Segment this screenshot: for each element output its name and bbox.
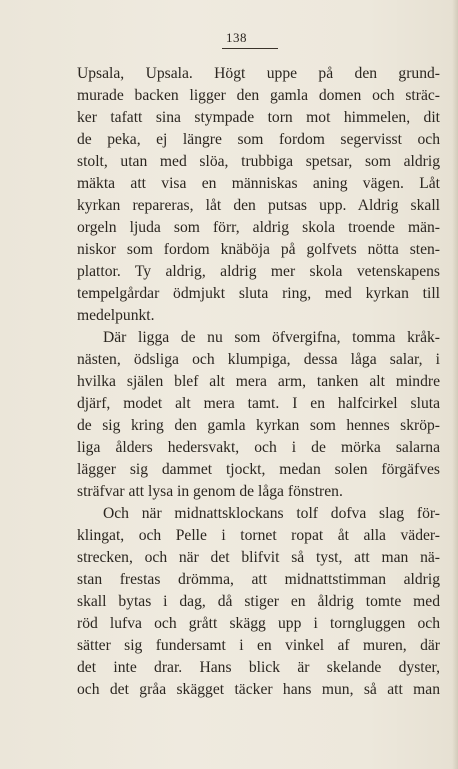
text-line: sätter sig fundersamt i en vinkel af muren, där [77,637,440,654]
text-line: hvilka själen blef alt mera arm, tanken alt mindre [77,373,440,390]
text-line: medelpunkt. [77,307,155,324]
text-line: stan frestas drömma, att midnattstimman aldrig [77,571,440,588]
text-line: orgeln ljuda som förr, aldrig skola troende män- [77,219,440,236]
body-text [77,63,440,701]
text-line: sträfvar att lysa in genom de låga fönstren. [77,483,343,500]
page-number-rule [222,48,278,49]
text-line: de sig kring den gamla kyrkan som hennes skröp- [77,417,440,434]
page-edge-shadow [452,0,458,769]
text-line: de peka, ej längre som fordom segervisst och [77,131,440,148]
text-line: Och när midnattsklockans tolf dofva slag för- [103,505,440,522]
text-line: ker tafatt sina stympade torn mot himmelen, dit [77,109,440,126]
text-line: strecken, och när det blifvit så tyst, att man nä- [77,549,440,566]
text-line: nästen, ödsliga och klumpiga, dessa låga salar, i [77,351,440,368]
page-number: 138 [226,30,247,45]
text-line: skall bytas i dag, då stiger en åldrig tomte med [77,593,440,610]
text-line: niskor som fordom knäböja på golfvets nötta sten- [77,241,440,258]
text-line: mäkta att visa en människas aning vägen. Låt [77,175,440,192]
text-line: det inte drar. Hans blick är skelande dyster, [77,659,440,676]
text-line: tempelgårdar ödmjukt sluta ring, med kyrkan till [77,285,440,302]
text-line: murade backen ligger den gamla domen och sträc- [77,87,440,104]
text-line: röd lufva och grått skägg upp i torngluggen och [77,615,440,632]
text-line: lägger sig dammet tjockt, medan solen förgäfves [77,461,440,478]
text-line: liga ålders hedersvakt, och i de mörka salarna [77,439,440,456]
text-line: kyrkan repareras, låt den putsas upp. Aldrig skall [77,197,440,214]
text-line: Upsala, Upsala. Högt uppe på den grund- [77,65,440,82]
text-line: och det gråa skägget täcker hans mun, så att man [77,681,440,698]
text-line: klingat, och Pelle i tornet ropat åt alla väder- [77,527,440,544]
text-line: plattor. Ty aldrig, aldrig mer skola vetenskapens [77,263,440,280]
text-line: Där ligga de nu som öfvergifna, tomma kråk- [103,329,440,346]
text-line: stolt, utan med slöa, trubbiga spetsar, som aldrig [77,153,440,170]
text-line: djärf, modet alt mera tamt. I en halfcirkel sluta [77,395,440,412]
